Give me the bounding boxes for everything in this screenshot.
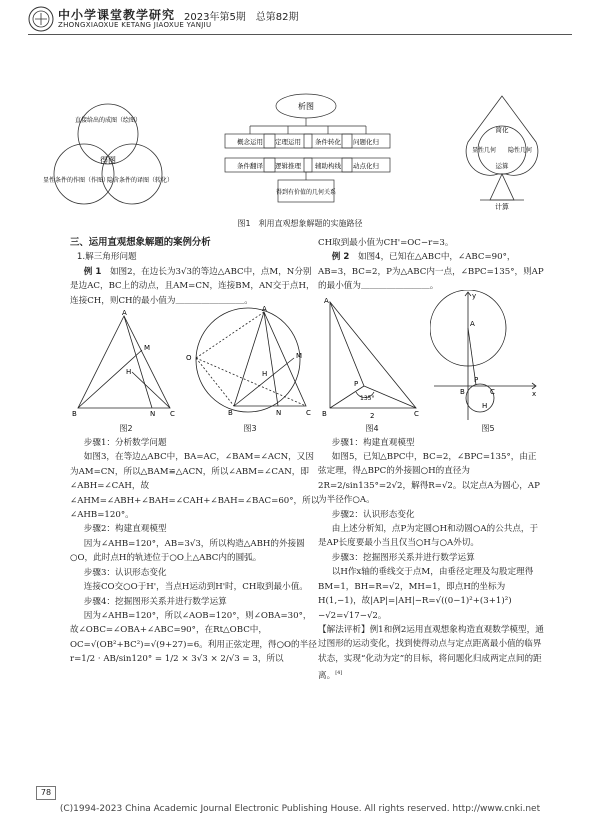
venn-diagram	[43, 104, 173, 204]
subsection-heading: 1.解三角形问题	[76, 252, 137, 263]
flow-top: 析图	[298, 102, 314, 111]
svg-text:y: y	[472, 291, 477, 300]
r-step2-text: 由上述分析知，点P为定圆○H和动圆○A的公共点，于是AP长度要最小当且仅当○H与○A外切。	[318, 524, 539, 549]
journal-title: 中小学课堂教学研究	[58, 8, 176, 22]
spade-right: 隐性几何	[507, 147, 533, 154]
comment-text: 例1和例2运用直观想象构造直观数学模型，通过图形的运动变化，找到使得动点与定点距离最小值的临界状态，实现“化动为定”的目标，将问题化归成两定点间的距离。	[318, 624, 544, 681]
step1-text: 如图3，在等边△ABC中，BA=AC，∠BAM=∠ACN，又因为AM=CN，所以△BAM≌△ACN，所以∠ABM=∠CAN，即∠ABH=∠CAH，故∠AHM=∠ABH+∠BAH=∠CAH+∠BAH=∠BAC=60°，所以∠AHB=120°。	[70, 452, 320, 521]
page-number: 78	[36, 786, 56, 800]
figures-2-3	[70, 306, 320, 434]
svg-text:H: H	[482, 401, 488, 410]
step3-text: 连接CO交○O于H'，当点H运动到H'时，CH取到最小值。	[83, 582, 308, 593]
flow-r2-0: 条件翻译	[237, 162, 263, 170]
svg-text:P: P	[354, 379, 359, 388]
flow-r2-2: 辅助构线	[315, 162, 341, 170]
svg-text:A: A	[324, 296, 329, 305]
figure-5	[430, 290, 540, 422]
venn-right-label: 隐含条件的译图（转化）	[106, 177, 174, 184]
figure-3	[182, 306, 318, 418]
svg-text:B: B	[228, 409, 233, 418]
figure-2	[72, 310, 176, 418]
svg-text:A: A	[262, 306, 267, 314]
svg-text:C: C	[414, 409, 419, 418]
svg-text:N: N	[150, 410, 156, 419]
r-step1-title: 步骤1：构建直观模型	[331, 437, 415, 448]
flow-r2-3: 动点化归	[353, 162, 379, 170]
r-step1-text: 如图5，已知△BPC中，BC=2，∠BPC=135°，由正弦定理，得△BPC的外接圆○H的直径为2R=2/sin135°=2√2，解得R=√2。以定点A为圆心，AP为半径作○A。	[318, 452, 540, 506]
figure-1	[28, 92, 572, 212]
example-1-text: 如图2，在边长为3√3的等边△ABC中，点M，N分别是边AC，BC上的动点，且AM=CN，连接BM，AN交于点H，连接CH，则CH的最小值为＿＿＿＿＿＿＿＿。	[70, 266, 315, 306]
svg-text:A: A	[122, 310, 127, 318]
step3-title: 步骤3：认识形态变化	[83, 567, 167, 578]
flow-r1-0: 概念运用	[237, 138, 263, 146]
step4-title: 步骤4：挖掘图形关系并进行数学运算	[83, 596, 227, 607]
flow-r1-3: 问题化归	[353, 138, 379, 146]
journal-logo	[28, 6, 54, 32]
flow-r1-2: 条件转化	[315, 138, 341, 146]
flow-r2-1: 逻辑推理	[275, 162, 301, 170]
flow-bottom: 得到有价值的几何关系	[275, 189, 337, 196]
step2-title: 步骤2：构建直观模型	[83, 524, 167, 535]
figure-2-caption: 图2	[119, 424, 133, 434]
left-column	[70, 236, 320, 667]
r-step3-text: 以H作x轴的垂线交于点M，由垂径定理及勾股定理得BM=1，BH=R=√2，MH=1，即点H的坐标为H(1,−1)，故|AP|=|AH|−R=√((0−1)²+(3+1)²)−√2=√17−√2。	[318, 567, 534, 621]
svg-text:N: N	[276, 409, 282, 418]
reference-mark: [4]	[335, 670, 343, 677]
section-heading: 三、运用直观想象解题的案例分析	[70, 237, 211, 248]
svg-text:C: C	[170, 410, 175, 419]
svg-text:B: B	[460, 387, 465, 396]
svg-text:135°: 135°	[360, 394, 375, 402]
step2-text: 因为∠AHB=120°，AB=3√3，所以构造△ABH的外接圆○O，此时点H的轨迹位于○O上△ABC内的圆弧。	[70, 538, 305, 564]
step1-title: 步骤1：分析数学问题	[83, 438, 167, 449]
comment-tag: 【解法评析】	[318, 624, 370, 635]
svg-text:M: M	[296, 352, 303, 361]
venn-top-label: 直接给出的成图（绘图）	[74, 117, 142, 124]
svg-text:P: P	[474, 375, 479, 384]
svg-text:O: O	[186, 354, 192, 363]
step4-text: 因为∠AHB=120°，所以∠AOB=120°，则∠OBA=30°，故∠OBC=∠OBA+∠ABC=90°，在Rt△OBC中，OC=√(OB²+BC²)=√(9+27)=6。利用正弦定理，得○O的半径r=1/2 · AB/sin120° = 1/2 × 3√3 × 2/√3 = 3，所以	[70, 610, 317, 665]
example-2-text: 如图4，已知在△ABC中，∠ABC=90°，AB=3，BC=2，P为△ABC内一点，∠BPC=135°，则AP的最小值为＿＿＿＿＿＿＿＿。	[318, 252, 544, 292]
venn-center-label: 得图	[100, 156, 116, 165]
svg-text:A: A	[470, 319, 475, 328]
svg-text:C: C	[306, 409, 311, 418]
svg-text:x: x	[532, 389, 537, 398]
figure-4	[320, 296, 420, 420]
svg-text:H: H	[126, 368, 132, 377]
svg-text:B: B	[322, 409, 327, 418]
r-step2-title: 步骤2：认识形态变化	[331, 509, 415, 520]
svg-text:B: B	[72, 410, 77, 419]
example-2-label: 例 2	[331, 252, 350, 263]
figure-3-caption: 图3	[243, 424, 257, 434]
spade-left: 显性几何	[471, 147, 497, 154]
figure-1-caption: 图1 利用直观想象解题的实施路径	[237, 219, 363, 228]
header-rule	[28, 34, 572, 35]
svg-text:2: 2	[370, 411, 375, 420]
figures-4-5	[318, 291, 544, 434]
spade-top: 简化	[495, 126, 509, 134]
svg-text:H: H	[262, 370, 268, 379]
flow-r1-1: 定理运用	[275, 138, 301, 146]
spade-center: 运算	[495, 162, 509, 170]
figure-4-caption: 图4	[365, 423, 379, 433]
venn-left-label: 显性条件的作图（作图）	[42, 177, 110, 184]
svg-text:C: C	[490, 387, 495, 396]
journal-subtitle: ZHONGXIAOXUE KETANG JIAOXUE YANJIU	[58, 21, 212, 29]
r-step3-title: 步骤3：挖掘图形关系并进行数学运算	[331, 552, 475, 563]
right-column	[318, 236, 544, 683]
example-1-label: 例 1	[83, 266, 102, 277]
spade-bottom: 计算	[495, 203, 509, 211]
figure-5-caption: 图5	[481, 423, 495, 433]
issue-info: 2023年第5期 总第82期	[184, 12, 299, 23]
copyright-footer: (C)1994-2023 China Academic Journal Electronic Publishing House. All rights reserved. http://www.cnki.net	[59, 804, 541, 814]
svg-text:M: M	[144, 344, 151, 353]
right-continuation: CH取到最小值为CH'=OC−r=3。	[318, 238, 454, 248]
